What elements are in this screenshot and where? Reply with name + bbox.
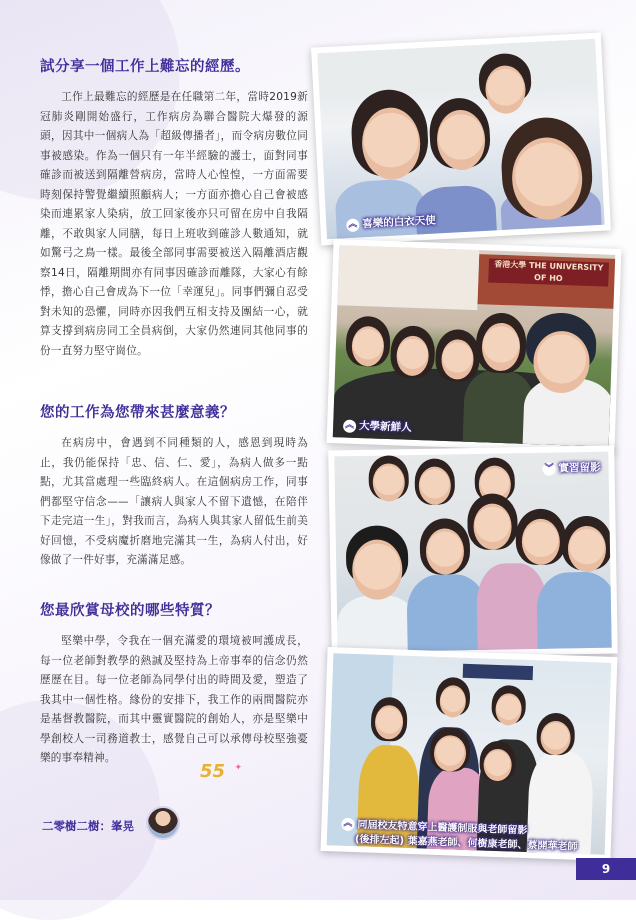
author-avatar [146, 806, 180, 840]
photo-content [334, 452, 611, 653]
photo-internship [328, 446, 618, 659]
photo-content [327, 653, 612, 855]
photo-caption-text: 大學新鮮人 [358, 420, 412, 434]
photo-nurses-selfie [311, 33, 611, 246]
chevron-up-icon: ︽ [343, 419, 356, 432]
section-body: 工作上最難忘的經歷是在任職第二年，當時2019新冠肺炎剛開始盛行，工作病房為聯合醫院大爆發的源頭，因其中一個病人為「超級傳播者」，而令病房數位同事被感染。作為一個只有一年半經驗的護士，面對同事確診而被送到隔離營病房，當時人心惶惶，一方面需要時刻保持警覺繼續照顧病人；一方面亦擔心自己會被感染而連累家人染病，放工回家後亦只可留在房中自我隔離，不敢與家人同膳，每日上班收到確診人數通知，就如驚弓之鳥一樣。最後全部同事需要被送入隔離酒店觀察14日，隔離期間亦有同事因確診而離隊，大家心有餘悸，擔心自己會成為下一位「幸運兒」。同事們彌自忍受對未知的恐懼，同時亦因我們互相支持及團結一心，就算支撐到病房同工全員病倒，大家仍然連同其他同事的份一直努力堅守崗位。 [40, 91, 308, 357]
section-work-meaning [40, 402, 308, 589]
chevron-up-icon: ︽ [346, 218, 360, 232]
anniversary-logo [200, 760, 242, 784]
photo-university-freshmen [327, 239, 622, 453]
section-heading: 您的工作為您帶來甚麼意義？ [40, 405, 235, 421]
photo-caption [542, 460, 600, 476]
photo-content [333, 245, 616, 447]
university-sign-text: 香港大學 THE UNIVERSITY OF HO [494, 259, 604, 284]
university-sign [488, 258, 609, 286]
photo-caption-line1: 同屆校友特意穿上醫護制服與老師留影 [357, 819, 528, 837]
section-heading: 您最欣賞母校的哪些特質？ [40, 603, 220, 619]
chevron-down-icon: ︾ [542, 462, 555, 475]
section-difficult-experience [40, 56, 308, 379]
author-credit: 二零樹二樹：峯晃 [42, 819, 134, 833]
chevron-up-icon: ︽ [341, 818, 354, 831]
anniversary-logo-text: 55 [200, 761, 226, 782]
section-alma-mater [40, 600, 308, 787]
photo-alumni-with-teachers [321, 647, 618, 861]
photo-content [317, 39, 604, 239]
photo-caption-line2: (後排左起) 葉嘉燕老師、何樹康老師、蔡開華老師 [354, 833, 578, 853]
photo-caption-text: 喜樂的白衣天使 [362, 214, 437, 231]
photo-caption-text: 實習留影 [558, 461, 601, 475]
sparkle-icon: ✦ [234, 763, 242, 773]
photo-caption [343, 417, 412, 434]
page-number: 9 [576, 858, 636, 880]
section-heading: 試分享一個工作上難忘的經歷。 [40, 59, 250, 75]
section-body: 堅樂中學，令我在一個充滿愛的環境被呵護成長，每一位老師對教學的熱誠及堅持為上帝事奉的信念仍然歷歷在目。每一位老師為同學付出的時間及愛，塑造了我其中一個性格。緣份的安排下，我工作的兩間醫院亦是基督教醫院，而其中靈實醫院的創始人，亦是堅樂中學創校人一司務道教士，感覺自己可以承傳母校堅強憂樂的事奉精神。 [40, 635, 308, 764]
section-body: 在病房中，會遇到不同種類的人，感恩到現時為止，我仍能保持「忠、信、仁、愛」，為病人做多一點點，尤其當處理一些臨終病人。在這個病房工作，同事們都堅守信念——「讓病人與家人不留下遺憾，在陪伴下走完這一生」，對我而言，為病人與其家人留低生前美好回憶，不受病魔折磨地完滿其一生，為病人付出，好像做了一件好事，充滿滿足感。 [40, 437, 308, 566]
